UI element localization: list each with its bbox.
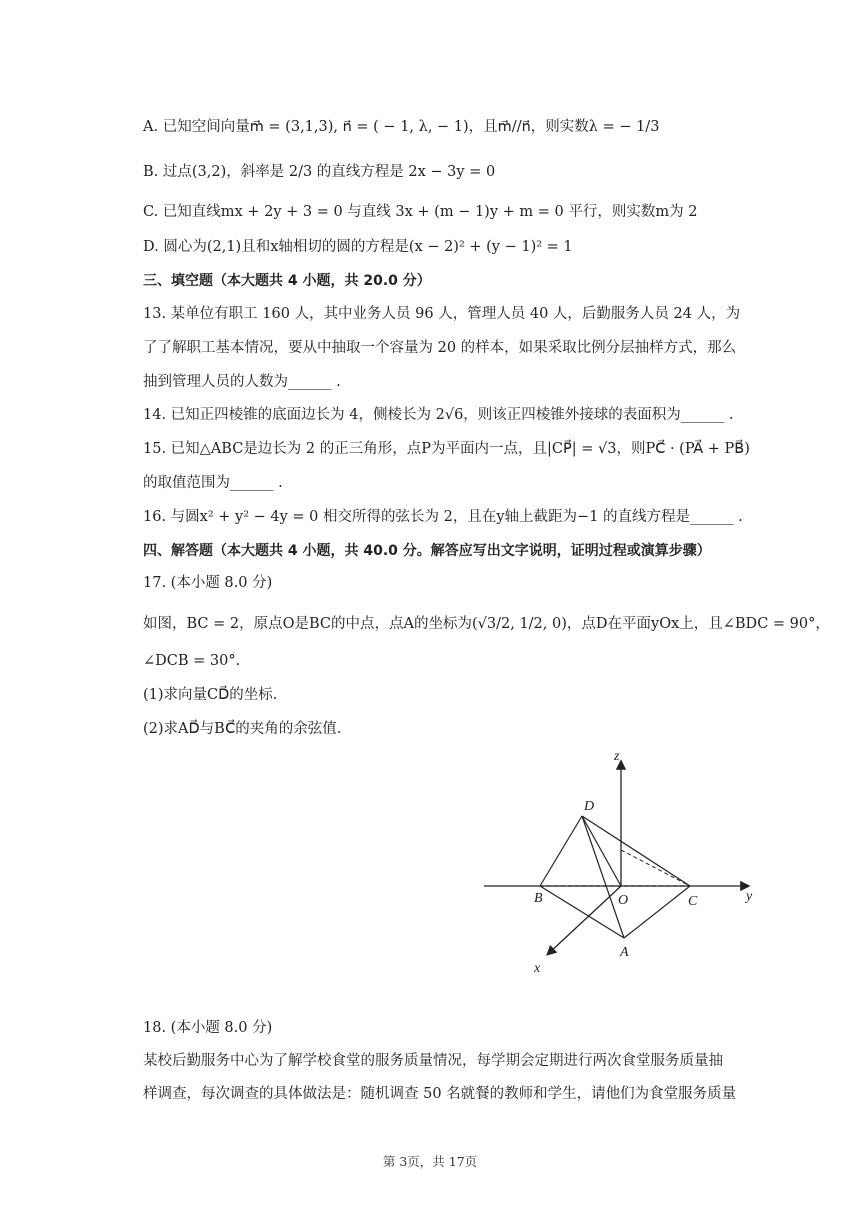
edge-dc (582, 816, 690, 886)
q13-line1: 13. 某单位有职工 160 人，其中业务人员 96 人，管理人员 40 人，后勤服务人员 24 人，为 (143, 306, 741, 322)
q18-line2: 样调查，每次调查的具体做法是：随机调查 50 名就餐的教师和学生，请他们为食堂服务质量 (143, 1086, 737, 1102)
option-c: C. 已知直线mx + 2y + 3 = 0 与直线 3x + (m − 1)y + m = 0 平行，则实数m为 2 (143, 204, 698, 220)
option-b: B. 过点(3,2)，斜率是 2/3 的直线方程是 2x − 3y = 0 (143, 164, 496, 180)
edge-do (582, 816, 621, 886)
option-d: D. 圆心为(2,1)且和x轴相切的圆的方程是(x − 2)² + (y − 1)² = 1 (143, 239, 573, 255)
label-a: A (620, 945, 629, 960)
q14: 14. 已知正四棱锥的底面边长为 4，侧棱长为 2√6，则该正四棱锥外接球的表面积为______ . (143, 407, 734, 423)
q13-line3: 抽到管理人员的人数为______ . (143, 374, 341, 390)
label-z: z (614, 749, 620, 764)
label-y: y (746, 889, 753, 904)
q17-line2: ∠DCB = 30°. (143, 653, 241, 669)
q16: 16. 与圆x² + y² − 4y = 0 相交所得的弦长为 2，且在y轴上截距为−1 的直线方程是______ . (143, 509, 743, 525)
q17-title: 17. (本小题 8.0 分) (143, 575, 273, 591)
edge-da (582, 816, 624, 938)
edge-ba (540, 886, 624, 938)
edge-db (540, 816, 582, 886)
segment-dashed-horizontal (621, 850, 690, 886)
label-c: C (688, 894, 698, 909)
q15-line2: 的取值范围为______ . (143, 475, 283, 491)
q15-line1: 15. 已知△ABC是边长为 2 的正三角形，点P为平面内一点，且|CP⃗| = √3，则PC⃗ · (PA⃗ + PB⃗) (143, 441, 750, 457)
q17-line4: (2)求AD⃗与BC⃗的夹角的余弦值. (143, 721, 342, 737)
option-a: A. 已知空间向量m⃗ = (3,1,3), n⃗ = ( − 1, λ, − 1)，且m⃗//n⃗，则实数λ = − 1/3 (143, 119, 660, 135)
label-b: B (534, 891, 543, 906)
q18-title: 18. (本小题 8.0 分) (143, 1020, 273, 1036)
q17-line1: 如图，BC = 2，原点O是BC的中点，点A的坐标为(√3/2, 1/2, 0)，点D在平面yOx上，且∠BDC = 90°， (143, 616, 830, 632)
section3-heading: 三、填空题（本大题共 4 小题，共 20.0 分） (143, 273, 431, 289)
section4-heading: 四、解答题（本大题共 4 小题，共 40.0 分。解答应写出文字说明，证明过程或演算步骤） (143, 543, 711, 559)
geometry-figure (476, 742, 766, 980)
label-o: O (618, 893, 629, 908)
edge-ca (624, 886, 690, 938)
label-d: D (584, 799, 595, 814)
q13-line2: 了了解职工基本情况，要从中抽取一个容量为 20 的样本，如果采取比例分层抽样方式，那么 (143, 340, 737, 356)
q18-line1: 某校后勤服务中心为了解学校食堂的服务质量情况，每学期会定期进行两次食堂服务质量抽 (143, 1053, 723, 1069)
page-footer: 第 3页，共 17页 (382, 1154, 478, 1169)
q17-line3: (1)求向量CD⃗的坐标. (143, 687, 278, 703)
label-x: x (534, 961, 541, 976)
